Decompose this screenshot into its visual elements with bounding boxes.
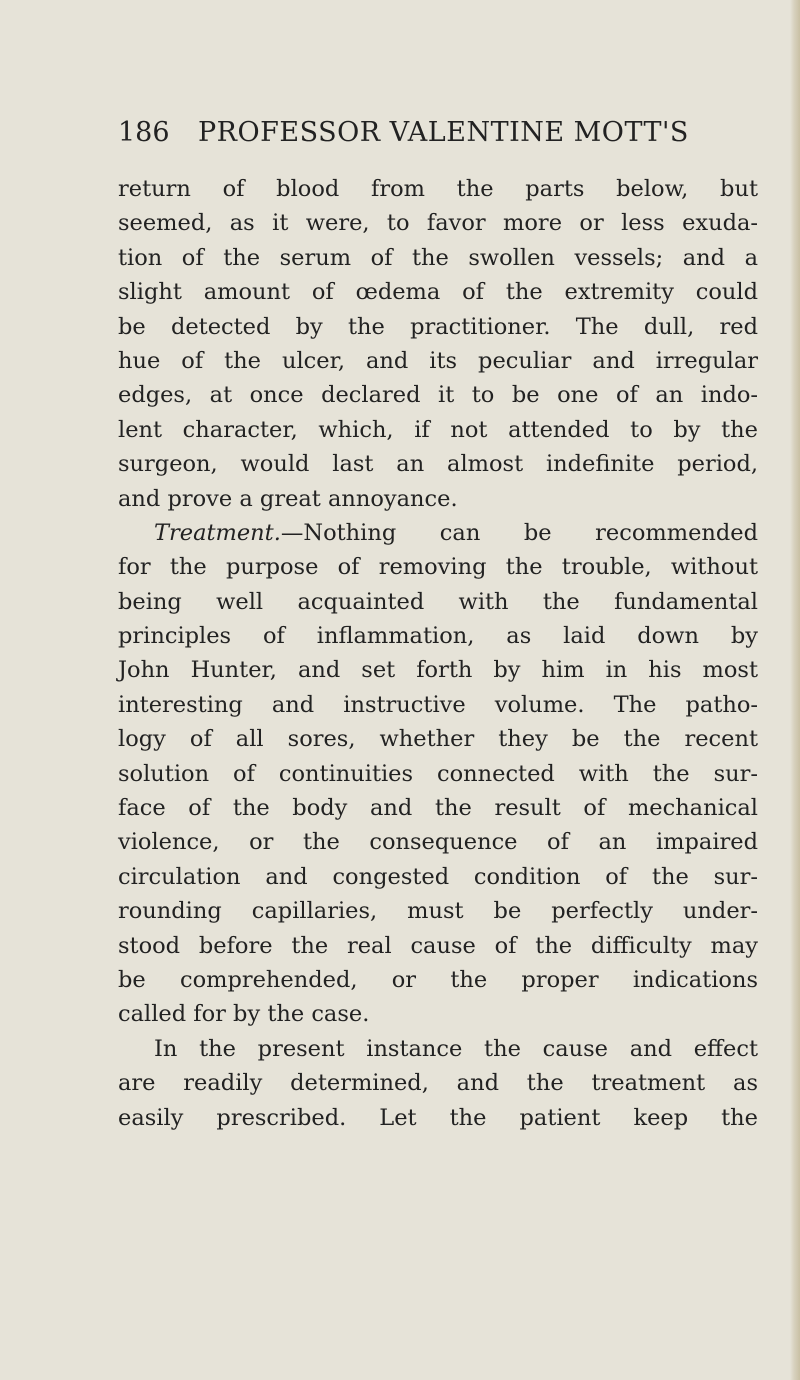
text-line: surgeon, would last an almost indefinite period,	[118, 451, 758, 478]
text-line: violence, or the consequence of an impaired	[118, 829, 758, 856]
text-line: solution of continuities connected with the sur-	[118, 760, 758, 787]
text-line: lent character, which, if not attended to by the	[118, 416, 758, 443]
text-line: seemed, as it were, to favor more or less exuda-	[118, 210, 758, 237]
page-edge	[790, 0, 800, 1380]
text-line: —Nothing can be recommended	[280, 519, 758, 546]
text-line: edges, at once declared it to be one of an indo-	[118, 382, 758, 409]
page-number: 186	[118, 117, 170, 148]
running-title: PROFESSOR VALENTINE MOTT'S	[198, 117, 689, 148]
text-line: return of blood from the parts below, but	[118, 176, 758, 202]
text-line: called for by the case.	[118, 1001, 370, 1028]
text-line: for the purpose of removing the trouble, without	[118, 554, 758, 581]
text-line: tion of the serum of the swollen vessels; and a	[118, 244, 758, 271]
text-line: John Hunter, and set forth by him in his most	[118, 657, 758, 684]
text-line: slight amount of œdema of the extremity could	[118, 279, 758, 306]
text-line: be detected by the practitioner. The dull, red	[118, 313, 758, 340]
text-line: In the present instance the cause and effect	[154, 1035, 758, 1062]
text-line: principles of inflammation, as laid down by	[118, 623, 758, 650]
body-text	[118, 172, 758, 1135]
text-line: interesting and instructive volume. The patho-	[118, 691, 758, 718]
text-line: stood before the real cause of the difficulty may	[118, 932, 758, 959]
text-line: logy of all sores, whether they be the recent	[118, 726, 758, 753]
treatment-heading: Treatment.	[154, 519, 281, 546]
text-line: are readily determined, and the treatment as	[118, 1070, 758, 1097]
treatment-paragraph-start	[118, 516, 758, 550]
running-head	[118, 113, 758, 153]
text-line: rounding capillaries, must be perfectly under-	[118, 898, 758, 925]
text-line: circulation and congested condition of the sur-	[118, 863, 758, 890]
text-line: and prove a great annoyance.	[118, 485, 458, 512]
text-line: face of the body and the result of mechanical	[118, 795, 758, 822]
text-line: easily prescribed. Let the patient keep the	[118, 1104, 758, 1131]
text-line: hue of the ulcer, and its peculiar and irregular	[118, 347, 758, 374]
text-line: being well acquainted with the fundamental	[118, 588, 758, 615]
text-line: be comprehended, or the proper indications	[118, 966, 758, 993]
